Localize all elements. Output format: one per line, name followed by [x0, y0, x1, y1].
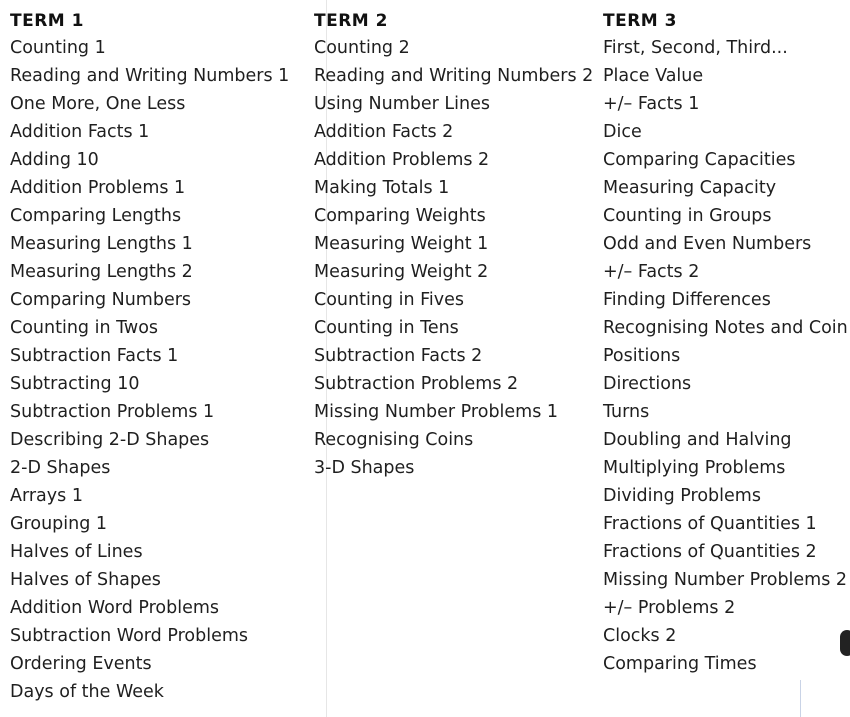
topic-item: Comparing Numbers [10, 290, 192, 310]
topic-item: Measuring Lengths 1 [10, 234, 193, 254]
topic-item: Subtraction Problems 2 [314, 374, 519, 394]
topic-item: Odd and Even Numbers [603, 234, 812, 254]
term-3-heading: TERM 3 [603, 11, 677, 31]
topic-item: Comparing Times [603, 654, 757, 674]
topic-item: Dividing Problems [603, 486, 761, 506]
term-3-column [603, 8, 848, 678]
topic-item: One More, One Less [10, 94, 186, 114]
topic-item: Halves of Shapes [10, 570, 161, 590]
topic-item: Reading and Writing Numbers 2 [314, 66, 594, 86]
topic-item: Missing Number Problems 1 [314, 402, 559, 422]
topic-item: Measuring Weight 1 [314, 234, 489, 254]
topic-item: Reading and Writing Numbers 1 [10, 66, 290, 86]
topic-item: Making Totals 1 [314, 178, 450, 198]
topic-item: Directions [603, 374, 692, 394]
topic-item: Addition Problems 1 [10, 178, 186, 198]
topic-item: Clocks 2 [603, 626, 677, 646]
topic-item: Grouping 1 [10, 514, 108, 534]
topic-item: Addition Facts 2 [314, 122, 454, 142]
term-1-heading: TERM 1 [10, 11, 84, 31]
topic-item: Days of the Week [10, 682, 164, 702]
topic-item: Positions [603, 346, 681, 366]
term-3-topic-list [603, 34, 848, 678]
topic-item: First, Second, Third... [603, 38, 788, 58]
topic-item: +/– Facts 1 [603, 94, 700, 114]
topic-item: Addition Word Problems [10, 598, 220, 618]
topic-item: Arrays 1 [10, 486, 83, 506]
topic-item: Counting in Tens [314, 318, 459, 338]
topic-item: Place Value [603, 66, 704, 86]
topic-item: Subtraction Facts 1 [10, 346, 179, 366]
topic-item: Addition Problems 2 [314, 150, 490, 170]
topic-item: Using Number Lines [314, 94, 490, 114]
topic-item: Counting in Fives [314, 290, 465, 310]
topic-item: 2-D Shapes [10, 458, 111, 478]
topic-item: Missing Number Problems 2 [603, 570, 848, 590]
topic-item: Counting in Twos [10, 318, 159, 338]
topic-item: Subtracting 10 [10, 374, 140, 394]
term-2-column [314, 8, 593, 482]
topic-item: Measuring Weight 2 [314, 262, 489, 282]
topic-item: Recognising Notes and Coin [603, 318, 848, 338]
topic-item: Fractions of Quantities 2 [603, 542, 817, 562]
topic-item: Counting 2 [314, 38, 410, 58]
topic-item: Recognising Coins [314, 430, 474, 450]
topic-item: Subtraction Problems 1 [10, 402, 215, 422]
topic-item: Dice [603, 122, 642, 142]
topic-item: Comparing Lengths [10, 206, 182, 226]
topic-item: Multiplying Problems [603, 458, 786, 478]
topic-item: Fractions of Quantities 1 [603, 514, 817, 534]
topic-item: Addition Facts 1 [10, 122, 150, 142]
scan-line-mark [800, 680, 801, 717]
topic-item: Turns [603, 402, 650, 422]
term-1-column [10, 8, 289, 706]
topic-item: Measuring Capacity [603, 178, 777, 198]
term-2-topic-list [314, 34, 593, 482]
term-2-heading: TERM 2 [314, 11, 388, 31]
topic-item: Counting 1 [10, 38, 106, 58]
topic-item: Comparing Capacities [603, 150, 796, 170]
topic-item: Halves of Lines [10, 542, 143, 562]
topic-item: Counting in Groups [603, 206, 772, 226]
topic-item: Ordering Events [10, 654, 152, 674]
topic-item: Doubling and Halving [603, 430, 792, 450]
topic-item: Adding 10 [10, 150, 99, 170]
topic-item: Subtraction Facts 2 [314, 346, 483, 366]
topic-item: +/– Problems 2 [603, 598, 736, 618]
topic-item: +/– Facts 2 [603, 262, 700, 282]
topic-item: Measuring Lengths 2 [10, 262, 193, 282]
term-1-topic-list [10, 34, 289, 706]
topic-item: Describing 2-D Shapes [10, 430, 210, 450]
topic-item: Comparing Weights [314, 206, 486, 226]
topic-item: 3-D Shapes [314, 458, 415, 478]
topic-item: Finding Differences [603, 290, 771, 310]
topic-item: Subtraction Word Problems [10, 626, 249, 646]
